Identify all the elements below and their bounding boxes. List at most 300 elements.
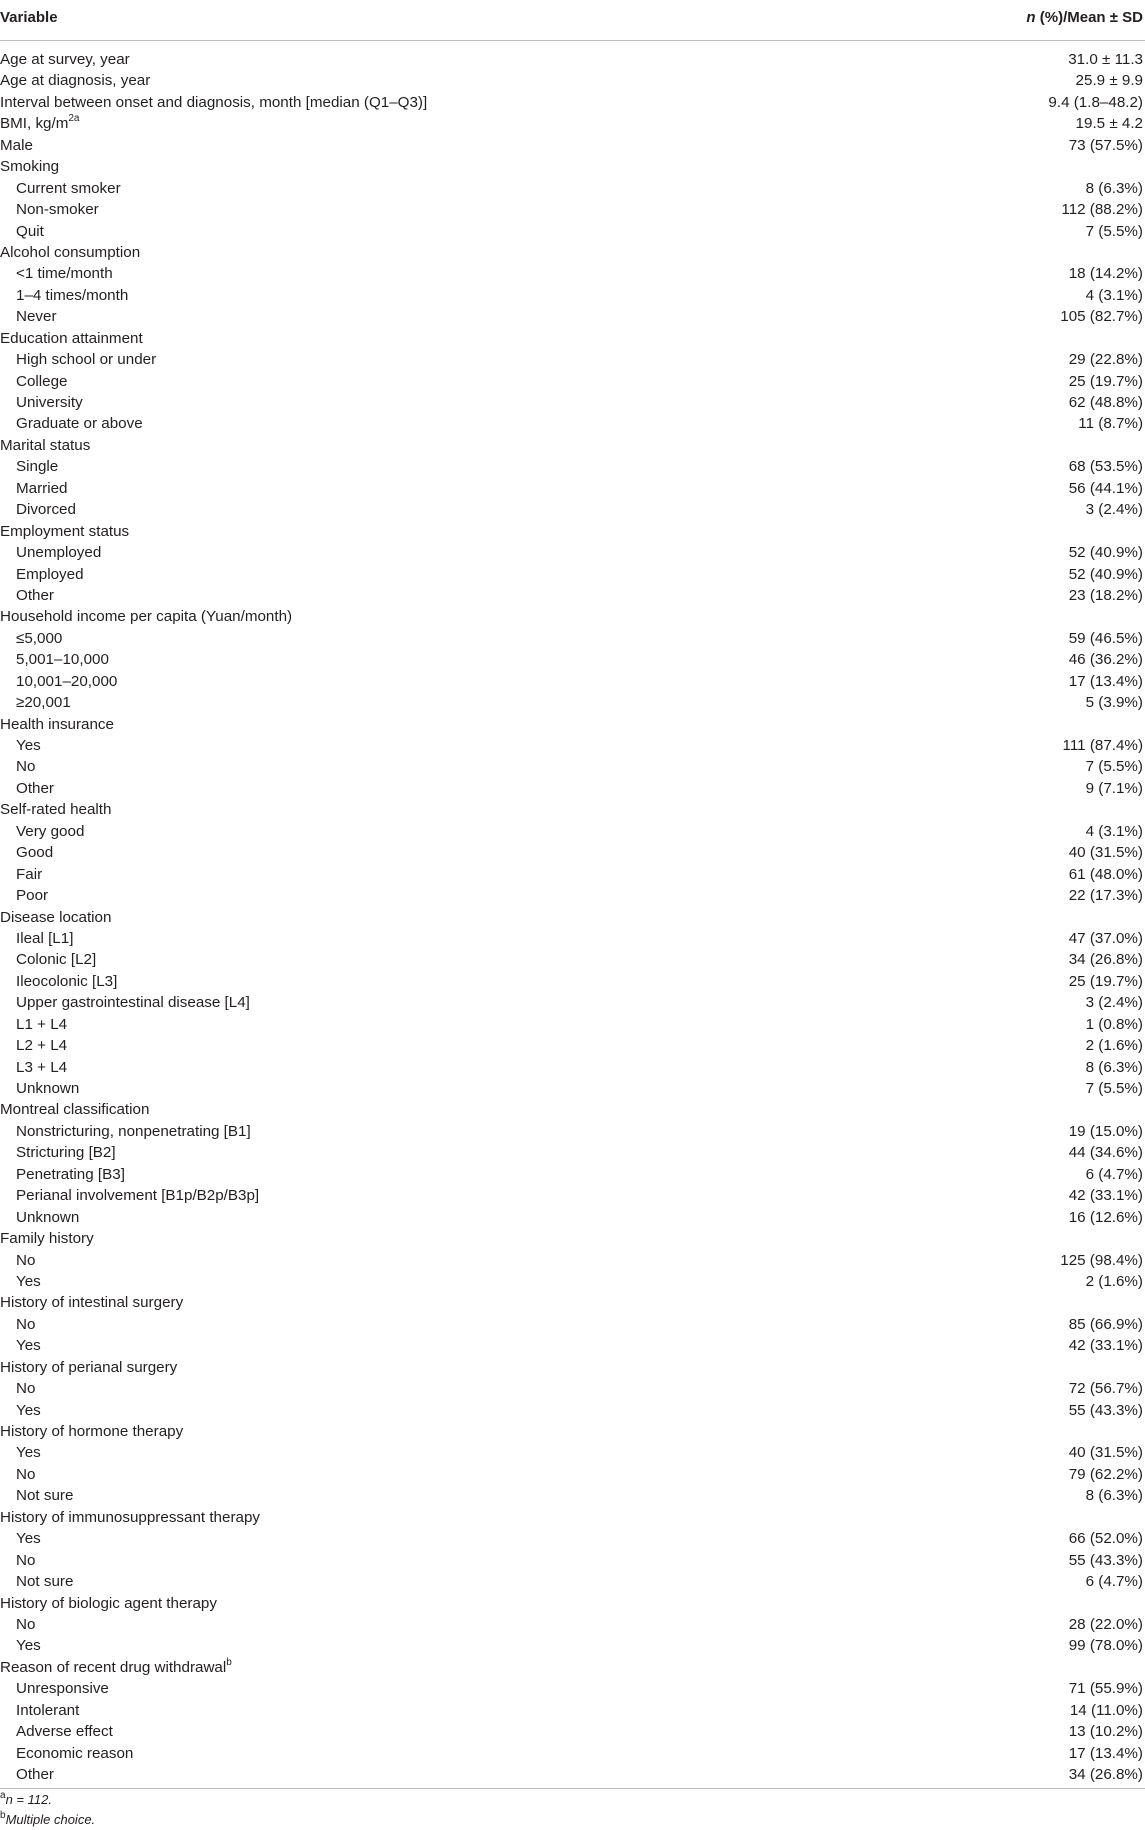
table-row-category: [0, 113, 1145, 134]
row-label-text: Colonic [L2]: [16, 951, 97, 969]
table-row: [0, 928, 1145, 949]
row-value: 7 (5.5%): [1085, 1080, 1143, 1097]
table-row: [0, 1442, 1145, 1463]
row-label: [16, 1142, 116, 1163]
row-label: [16, 1550, 35, 1571]
table-row-category: [0, 1507, 1145, 1528]
row-value: 6 (4.7%): [1085, 1573, 1143, 1591]
row-label-text: Married: [16, 479, 68, 497]
table-row: [0, 499, 1145, 520]
row-value: 7 (5.5%): [1085, 222, 1143, 240]
row-label: [0, 521, 129, 542]
row-label-text: Single: [16, 458, 59, 476]
row-label: [0, 1099, 149, 1120]
row-label: [16, 864, 42, 885]
row-label-text: ≥20,001: [16, 694, 71, 712]
table-row: [0, 478, 1145, 499]
row-value: 85 (66.9%): [1068, 1315, 1143, 1333]
row-value: 68 (53.5%): [1068, 458, 1143, 476]
row-value: 62 (48.8%): [1068, 394, 1143, 411]
row-label-text: Yes: [16, 1637, 41, 1655]
row-label-text: Self-rated health: [0, 801, 112, 819]
row-value: 42 (33.1%): [1068, 1187, 1143, 1205]
row-label-text: ≤5,000: [16, 629, 63, 647]
row-label-text: No: [16, 1315, 36, 1333]
row-label: [16, 285, 128, 306]
row-label-text: Age at survey, year: [0, 51, 130, 68]
row-label: [16, 1485, 73, 1506]
row-value: 71 (55.9%): [1068, 1680, 1143, 1698]
row-label: [16, 1207, 79, 1228]
row-label-text: Other: [16, 586, 54, 604]
row-value: 72 (56.7%): [1068, 1380, 1143, 1398]
table-row: [0, 456, 1145, 477]
table-row-category: [0, 1099, 1145, 1120]
row-label: [16, 1721, 113, 1742]
table-row: [0, 306, 1145, 327]
row-value: 3 (2.4%): [1085, 994, 1143, 1012]
table-row: [0, 1207, 1145, 1228]
row-value: 5 (3.9%): [1085, 694, 1143, 712]
table-row-category: [0, 606, 1145, 627]
table-row: [0, 371, 1145, 392]
row-label-text: L1 + L4: [16, 1015, 68, 1033]
row-label-text: Other: [16, 779, 54, 797]
table-row: [0, 1678, 1145, 1699]
row-label-text: Yes: [16, 737, 41, 754]
footnote-marker: 2a: [68, 113, 80, 125]
row-label: [16, 564, 84, 585]
footnote-mark: a: [0, 1790, 6, 1802]
row-label: [0, 907, 111, 928]
row-label: [0, 92, 427, 113]
row-label: [16, 371, 68, 392]
row-value: 13 (10.2%): [1068, 1723, 1143, 1741]
table-row: [0, 178, 1145, 199]
row-label: [0, 1357, 177, 1378]
table-row-category: [0, 49, 1145, 70]
table-row: [0, 1400, 1145, 1421]
row-label: [0, 70, 150, 91]
row-label: [16, 1571, 73, 1592]
row-label: [16, 1378, 35, 1399]
table-row: [0, 1014, 1145, 1035]
row-label: [16, 1700, 79, 1721]
row-label-text: Current smoker: [16, 179, 121, 197]
table-row: [0, 649, 1145, 670]
row-label-text: University: [16, 394, 83, 411]
table-row: [0, 971, 1145, 992]
row-label: [16, 306, 57, 327]
variable-column-header: Variable: [0, 9, 58, 26]
row-label: [16, 1057, 67, 1078]
row-label: [16, 199, 99, 220]
table-row-category: [0, 1593, 1145, 1614]
row-label: [16, 1314, 35, 1335]
row-value: 79 (62.2%): [1068, 1465, 1143, 1483]
row-value: 47 (37.0%): [1068, 929, 1143, 947]
row-label: [16, 1764, 54, 1785]
row-label-text: Unemployed: [16, 544, 102, 562]
table-row-category: [0, 435, 1145, 456]
row-value: 61 (48.0%): [1068, 865, 1143, 883]
row-label-text: Not sure: [16, 1573, 74, 1591]
row-label-text: Divorced: [16, 501, 76, 519]
row-value: 34 (26.8%): [1068, 1766, 1143, 1783]
row-label-text: Disease location: [0, 908, 112, 926]
row-value: 40 (31.5%): [1068, 1444, 1143, 1462]
table-row: [0, 285, 1145, 306]
row-label-text: History of immunosuppressant therapy: [0, 1508, 260, 1526]
row-label: [16, 1335, 41, 1356]
row-label-text: Education attainment: [0, 329, 143, 347]
table-row: [0, 1485, 1145, 1506]
row-label: [16, 671, 117, 692]
table-row-category: [0, 714, 1145, 735]
table-row-category: [0, 92, 1145, 113]
row-label-text: Economic reason: [16, 1744, 134, 1762]
row-label-text: Yes: [16, 1444, 41, 1462]
row-label-text: Upper gastrointestinal disease [L4]: [16, 994, 250, 1012]
row-value: 40 (31.5%): [1068, 844, 1143, 862]
row-label: [16, 1250, 35, 1271]
row-label-text: Ileal [L1]: [16, 929, 74, 947]
row-label-text: Interval between onset and diagnosis, month [median (Q1–Q3)]: [0, 93, 428, 111]
table-row-category: [0, 799, 1145, 820]
table-row-category: [0, 135, 1145, 156]
row-value: 8 (6.3%): [1085, 179, 1143, 197]
row-label-text: Penetrating [B3]: [16, 1165, 125, 1183]
table-row: [0, 735, 1145, 756]
row-value: 111 (87.4%): [1062, 737, 1143, 754]
row-label-text: Alcohol consumption: [0, 243, 141, 261]
row-value: 46 (36.2%): [1068, 651, 1143, 669]
row-label-text: Marital status: [0, 436, 91, 454]
row-label-text: Yes: [16, 1337, 41, 1355]
row-label: [16, 842, 53, 863]
table-row: [0, 992, 1145, 1013]
row-value: 28 (22.0%): [1068, 1615, 1143, 1633]
row-value: 25 (19.7%): [1068, 372, 1143, 390]
row-label-text: Reason of recent drug withdrawal: [0, 1658, 227, 1676]
row-value: 2 (1.6%): [1085, 1037, 1143, 1055]
row-label-text: Yes: [16, 1272, 41, 1290]
row-label-text: Graduate or above: [16, 415, 143, 433]
row-label-text: Nonstricturing, nonpenetrating [B1]: [16, 1122, 251, 1140]
table-row: [0, 778, 1145, 799]
table-row: [0, 1271, 1145, 1292]
row-label: [16, 478, 67, 499]
table-row-category: [0, 156, 1145, 177]
row-label: [0, 1657, 232, 1678]
table-row: [0, 585, 1145, 606]
row-label-text: History of hormone therapy: [0, 1423, 184, 1440]
table-row: [0, 221, 1145, 242]
row-value: 17 (13.4%): [1068, 1744, 1143, 1762]
row-label-text: Very good: [16, 822, 85, 840]
row-label: [16, 542, 101, 563]
row-label: [16, 885, 48, 906]
row-value: 99 (78.0%): [1068, 1637, 1143, 1655]
table-row: [0, 413, 1145, 434]
table-row: [0, 1635, 1145, 1656]
row-label: [16, 821, 84, 842]
row-label: [16, 928, 73, 949]
row-label: [16, 778, 54, 799]
row-label: [16, 1185, 259, 1206]
row-label: [16, 1014, 67, 1035]
row-label: [0, 156, 59, 177]
table-row: [0, 1550, 1145, 1571]
row-label-text: Unresponsive: [16, 1680, 109, 1698]
row-value: 7 (5.5%): [1085, 758, 1143, 776]
row-label: [0, 1228, 94, 1249]
row-label-text: Unknown: [16, 1080, 80, 1097]
row-label-text: L3 + L4: [16, 1058, 68, 1076]
table-row: [0, 1142, 1145, 1163]
row-label: [0, 435, 90, 456]
row-label-text: Other: [16, 1766, 54, 1783]
table-row: [0, 1571, 1145, 1592]
table-row: [0, 1743, 1145, 1764]
table-row: [0, 756, 1145, 777]
row-label-text: Yes: [16, 1530, 41, 1548]
table-row: [0, 1614, 1145, 1635]
row-value: 2 (1.6%): [1085, 1272, 1143, 1290]
row-value: 52 (40.9%): [1068, 565, 1143, 583]
row-label: [16, 1678, 109, 1699]
table-row: [0, 692, 1145, 713]
table-row: [0, 628, 1145, 649]
table-row: [0, 1250, 1145, 1271]
row-value: 34 (26.8%): [1068, 951, 1143, 969]
row-label: [16, 392, 83, 413]
table-row: [0, 885, 1145, 906]
row-label-text: Smoking: [0, 158, 60, 176]
table-row: [0, 1035, 1145, 1056]
row-label: [16, 1464, 35, 1485]
table-row-category: [0, 1357, 1145, 1378]
row-value: 4 (3.1%): [1085, 286, 1143, 304]
table-row-category: [0, 521, 1145, 542]
row-label: [16, 1400, 41, 1421]
row-label-text: History of perianal surgery: [0, 1358, 178, 1376]
row-label: [16, 649, 109, 670]
row-value: 6 (4.7%): [1085, 1165, 1143, 1183]
row-value: 55 (43.3%): [1068, 1401, 1143, 1419]
row-label: [16, 221, 44, 242]
row-value: 8 (6.3%): [1085, 1487, 1143, 1505]
row-label: [16, 178, 121, 199]
row-label: [0, 242, 140, 263]
row-label: [0, 1507, 260, 1528]
row-value: 66 (52.0%): [1068, 1530, 1143, 1548]
row-label: [0, 606, 292, 627]
row-value: 112 (88.2%): [1061, 201, 1143, 219]
row-label-text: Ileocolonic [L3]: [16, 972, 118, 990]
row-label-text: Age at diagnosis, year: [0, 72, 151, 90]
row-value: 19 (15.0%): [1068, 1122, 1143, 1140]
row-label: [16, 692, 71, 713]
row-label: [16, 1121, 251, 1142]
row-label: [16, 413, 143, 434]
row-label-text: No: [16, 1251, 36, 1269]
table-row: [0, 542, 1145, 563]
row-label-text: College: [16, 372, 68, 390]
table-row: [0, 1764, 1145, 1785]
row-label: [16, 971, 117, 992]
footnote: [0, 1790, 1145, 1810]
row-label: [16, 1164, 125, 1185]
row-label-text: Never: [16, 308, 57, 326]
table-row-category: [0, 1421, 1145, 1442]
row-label: [16, 1528, 41, 1549]
row-label-text: Male: [0, 136, 33, 154]
row-value: 3 (2.4%): [1085, 501, 1143, 519]
row-value: 22 (17.3%): [1068, 887, 1143, 905]
row-value: 25.9 ± 9.9: [1075, 72, 1143, 90]
row-label: [16, 949, 96, 970]
row-value: 11 (8.7%): [1078, 415, 1143, 433]
table-row: [0, 1314, 1145, 1335]
footnote-marker: b: [226, 1656, 232, 1668]
table-row: [0, 1464, 1145, 1485]
row-value: 23 (18.2%): [1068, 586, 1143, 604]
row-value: 14 (11.0%): [1069, 1701, 1143, 1719]
table-row: [0, 1121, 1145, 1142]
row-label-text: Family history: [0, 1230, 94, 1248]
table-row-category: [0, 907, 1145, 928]
row-value: 19.5 ± 4.2: [1075, 115, 1143, 133]
row-value: 56 (44.1%): [1068, 479, 1143, 497]
row-label-text: 10,001–20,000: [16, 672, 118, 690]
row-value: 31.0 ± 11.3: [1068, 51, 1143, 68]
row-label: [16, 756, 35, 777]
row-label-text: Unknown: [16, 1208, 80, 1226]
row-label-text: Employment status: [0, 522, 130, 540]
row-label: [16, 1442, 41, 1463]
row-value: 59 (46.5%): [1068, 629, 1143, 647]
footnote-text: n = 112.: [5, 1792, 52, 1808]
row-label: [0, 1292, 183, 1313]
row-label: [0, 49, 130, 70]
row-label-text: History of biologic agent therapy: [0, 1594, 217, 1612]
row-label: [16, 1035, 67, 1056]
row-label: [0, 799, 111, 820]
row-label-text: Employed: [16, 565, 84, 583]
table-row: [0, 263, 1145, 284]
row-value: 9 (7.1%): [1085, 779, 1143, 797]
table-body: [0, 41, 1145, 1785]
footnote: [0, 1810, 1145, 1830]
table-row: [0, 349, 1145, 370]
row-label-text: Health insurance: [0, 715, 114, 733]
table-row: [0, 864, 1145, 885]
row-label: [16, 1743, 133, 1764]
row-label: [16, 585, 54, 606]
row-label: [16, 1635, 41, 1656]
row-label-text: No: [16, 1615, 36, 1633]
row-label-text: 5,001–10,000: [16, 651, 109, 669]
row-label: [16, 263, 113, 284]
table-row: [0, 1335, 1145, 1356]
row-value: 9.4 (1.8–48.2): [1048, 93, 1143, 111]
row-value: 8 (6.3%): [1085, 1058, 1143, 1076]
table-row-category: [0, 1292, 1145, 1313]
row-label: [16, 628, 62, 649]
row-label-text: Quit: [16, 222, 44, 240]
table-row: [0, 1164, 1145, 1185]
row-label: [0, 328, 143, 349]
row-label: [16, 349, 156, 370]
row-value: 44 (34.6%): [1068, 1144, 1143, 1162]
row-label-text: Good: [16, 844, 54, 862]
table-header: [0, 0, 1145, 41]
row-value: 73 (57.5%): [1068, 136, 1143, 154]
row-label-text: History of intestinal surgery: [0, 1294, 184, 1312]
value-header-rest: (%)/Mean ± SD: [1035, 9, 1143, 26]
table-footnotes: [0, 1788, 1145, 1830]
table-row: [0, 1528, 1145, 1549]
table-row: [0, 1185, 1145, 1206]
row-label: [0, 113, 79, 134]
value-column-header: [1026, 9, 1143, 26]
table-row-category: [0, 242, 1145, 263]
table-row: [0, 821, 1145, 842]
row-label: [16, 499, 76, 520]
table-row: [0, 949, 1145, 970]
row-label-text: Fair: [16, 865, 43, 883]
row-value: 105 (82.7%): [1060, 308, 1143, 326]
row-label: [16, 1271, 41, 1292]
row-value: 29 (22.8%): [1068, 351, 1143, 369]
row-label: [0, 1593, 217, 1614]
row-label: [16, 1614, 35, 1635]
row-label-text: Not sure: [16, 1487, 74, 1505]
row-label-text: Intolerant: [16, 1701, 80, 1719]
row-label-text: High school or under: [16, 351, 157, 369]
row-label: [0, 1421, 183, 1442]
row-label: [16, 456, 58, 477]
row-value: 17 (13.4%): [1068, 672, 1143, 690]
row-value: 52 (40.9%): [1068, 544, 1143, 562]
row-label-text: Adverse effect: [16, 1723, 113, 1741]
footnote-text: Multiple choice.: [5, 1812, 96, 1828]
row-label-text: 1–4 times/month: [16, 286, 129, 304]
table-row: [0, 842, 1145, 863]
table-row: [0, 671, 1145, 692]
row-label-text: Non-smoker: [16, 201, 99, 219]
footnote-mark: b: [0, 1810, 6, 1822]
row-label-text: No: [16, 1465, 36, 1483]
row-label: [0, 714, 114, 735]
row-value: 1 (0.8%): [1085, 1015, 1143, 1033]
row-label-text: No: [16, 1380, 36, 1398]
row-label-text: L2 + L4: [16, 1037, 68, 1055]
row-label: [16, 1078, 79, 1099]
table-row: [0, 564, 1145, 585]
row-label-text: No: [16, 758, 36, 776]
row-label-text: <1 time/month: [16, 265, 113, 283]
table-row: [0, 1378, 1145, 1399]
row-value: 16 (12.6%): [1068, 1208, 1143, 1226]
n-symbol: n: [1026, 9, 1036, 26]
row-label-text: Poor: [16, 887, 49, 905]
table-row: [0, 1078, 1145, 1099]
table-row: [0, 1721, 1145, 1742]
row-value: 4 (3.1%): [1085, 822, 1143, 840]
row-value: 42 (33.1%): [1068, 1337, 1143, 1355]
